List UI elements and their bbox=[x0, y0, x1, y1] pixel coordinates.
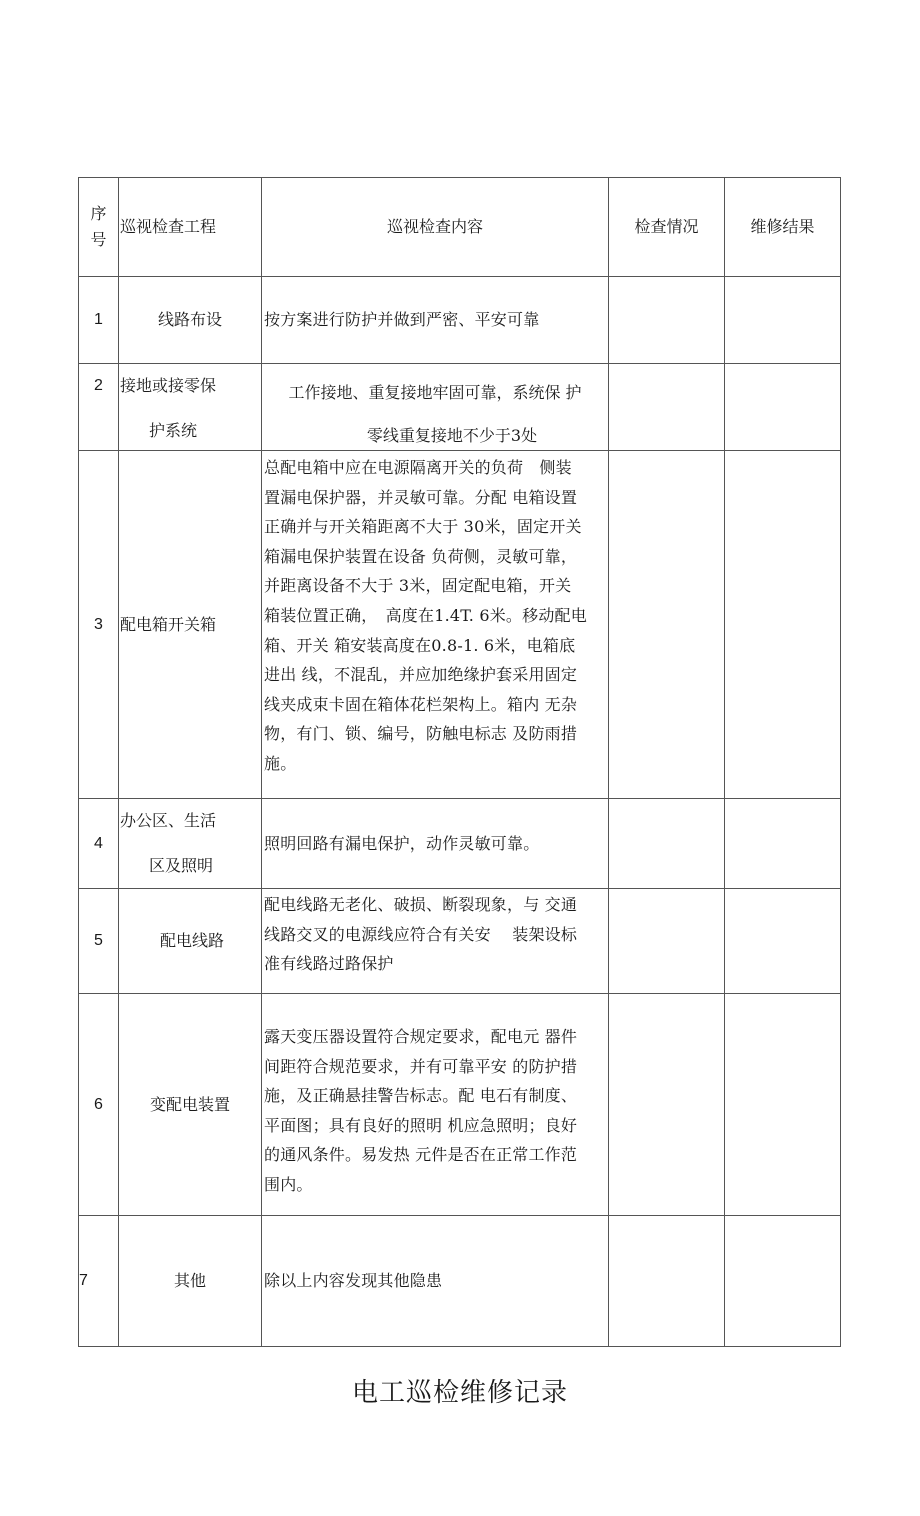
row-4-item-line2: 区及照明 bbox=[149, 856, 214, 875]
row-1-content: 按方案进行防护并做到严密、平安可靠 bbox=[264, 310, 540, 329]
header-result: 维修结果 bbox=[750, 217, 815, 236]
content-line: 施，及正确悬挂警告标志。配 电石有制度、 bbox=[264, 1086, 578, 1106]
row-4-status-cell[interactable] bbox=[609, 799, 724, 888]
header-seq bbox=[79, 178, 118, 276]
content-line: 平面图；具有良好的照明 机应急照明；良好 bbox=[264, 1115, 578, 1135]
header-seq-line1: 序 bbox=[90, 204, 107, 223]
header-seq-line2: 号 bbox=[90, 230, 107, 249]
row-5-result-cell[interactable] bbox=[725, 889, 840, 993]
content-line: 正确并与开关箱距离不大于 30米，固定开关 bbox=[264, 517, 582, 537]
inspection-table bbox=[78, 177, 841, 1347]
row-3-result-cell[interactable] bbox=[725, 451, 840, 798]
row-2-result-cell[interactable] bbox=[725, 364, 840, 450]
content-line: 施。 bbox=[264, 753, 297, 773]
row-6-seq: 6 bbox=[94, 1095, 103, 1113]
row-4-item-line1: 办公区、生活 bbox=[120, 811, 217, 830]
content-line: 配电线路无老化、破损、断裂现象，与 交通 bbox=[264, 895, 578, 914]
content-line: 箱、开关 箱安装高度在0.8-1. 6米，电箱底 bbox=[264, 635, 576, 655]
content-line: 露天变压器设置符合规定要求，配电元 器件 bbox=[264, 1027, 578, 1046]
content-line: 线夹成束卡固在箱体花栏架构上。箱内 无杂 bbox=[264, 694, 578, 714]
row-2-status-cell[interactable] bbox=[609, 364, 724, 450]
content-line: 并距离设备不大于 3米，固定配电箱，开关 bbox=[264, 576, 572, 596]
content-line: 物，有门、锁、编号，防触电标志 及防雨措 bbox=[264, 724, 578, 744]
header-item: 巡视检查工程 bbox=[120, 217, 217, 236]
row-3-content bbox=[262, 453, 608, 779]
row-5-item: 配电线路 bbox=[159, 931, 224, 950]
row-1-status-cell[interactable] bbox=[609, 277, 724, 363]
row-3-status-cell[interactable] bbox=[609, 451, 724, 798]
row-2-content-line1: 工作接地、重复接地牢固可靠，系统保 护 bbox=[288, 383, 582, 402]
row-2-seq: 2 bbox=[94, 377, 103, 394]
table-border bbox=[78, 1346, 841, 1347]
content-line: 线路交叉的电源线应符合有关安 装架设标 bbox=[264, 924, 578, 944]
header-status: 检查情况 bbox=[634, 217, 699, 236]
row-5-content bbox=[262, 890, 608, 979]
content-line: 箱装位置正确， 高度在1.4T. 6米。移动配电 bbox=[264, 605, 587, 625]
row-1-result-cell[interactable] bbox=[725, 277, 840, 363]
row-7-status-cell[interactable] bbox=[609, 1216, 724, 1346]
row-4-content: 照明回路有漏电保护，动作灵敏可靠。 bbox=[264, 833, 540, 853]
row-4-seq: 4 bbox=[94, 834, 103, 852]
row-2-item-line2: 护系统 bbox=[149, 421, 198, 440]
row-4-result-cell[interactable] bbox=[725, 799, 840, 888]
content-line: 围内。 bbox=[264, 1174, 313, 1194]
row-6-status-cell[interactable] bbox=[609, 994, 724, 1215]
row-2-item-line1: 接地或接零保 bbox=[120, 376, 217, 395]
content-line: 间距符合规范要求，并有可靠平安 的防护措 bbox=[264, 1056, 578, 1076]
content-line: 置漏电保护器，并灵敏可靠。分配 电箱设置 bbox=[264, 487, 578, 507]
content-line: 箱漏电保护装置在设备 负荷侧，灵敏可靠， bbox=[264, 546, 578, 566]
row-3-item: 配电箱开关箱 bbox=[120, 614, 217, 634]
content-line: 的通风条件。易发热 元件是否在正常工作范 bbox=[264, 1145, 578, 1165]
content-line: 进出 线，不混乱，并应加绝缘护套采用固定 bbox=[264, 665, 578, 685]
row-6-content bbox=[262, 1022, 608, 1200]
content-line: 总配电箱中应在电源隔离开关的负荷 侧装 bbox=[264, 458, 572, 477]
row-1-item: 线路布设 bbox=[157, 310, 222, 329]
row-6-result-cell[interactable] bbox=[725, 994, 840, 1215]
row-2-content-line2: 零线重复接地不少于3处 bbox=[366, 426, 538, 445]
row-3-seq: 3 bbox=[94, 615, 103, 633]
header-content: 巡视检查内容 bbox=[386, 217, 483, 236]
row-7-content: 除以上内容发现其他隐患 bbox=[264, 1271, 443, 1290]
row-7-result-cell[interactable] bbox=[725, 1216, 840, 1346]
row-5-seq: 5 bbox=[94, 932, 103, 949]
row-6-item: 变配电装置 bbox=[149, 1094, 230, 1114]
row-5-status-cell[interactable] bbox=[609, 889, 724, 993]
document-title: 电工巡检维修记录 bbox=[351, 1378, 568, 1408]
table-border bbox=[840, 177, 841, 1347]
row-1-seq: 1 bbox=[94, 311, 103, 328]
row-7-seq: 7 bbox=[79, 1272, 88, 1289]
row-7-item: 其他 bbox=[173, 1271, 206, 1290]
content-line: 准有线路过路保护 bbox=[264, 954, 394, 974]
